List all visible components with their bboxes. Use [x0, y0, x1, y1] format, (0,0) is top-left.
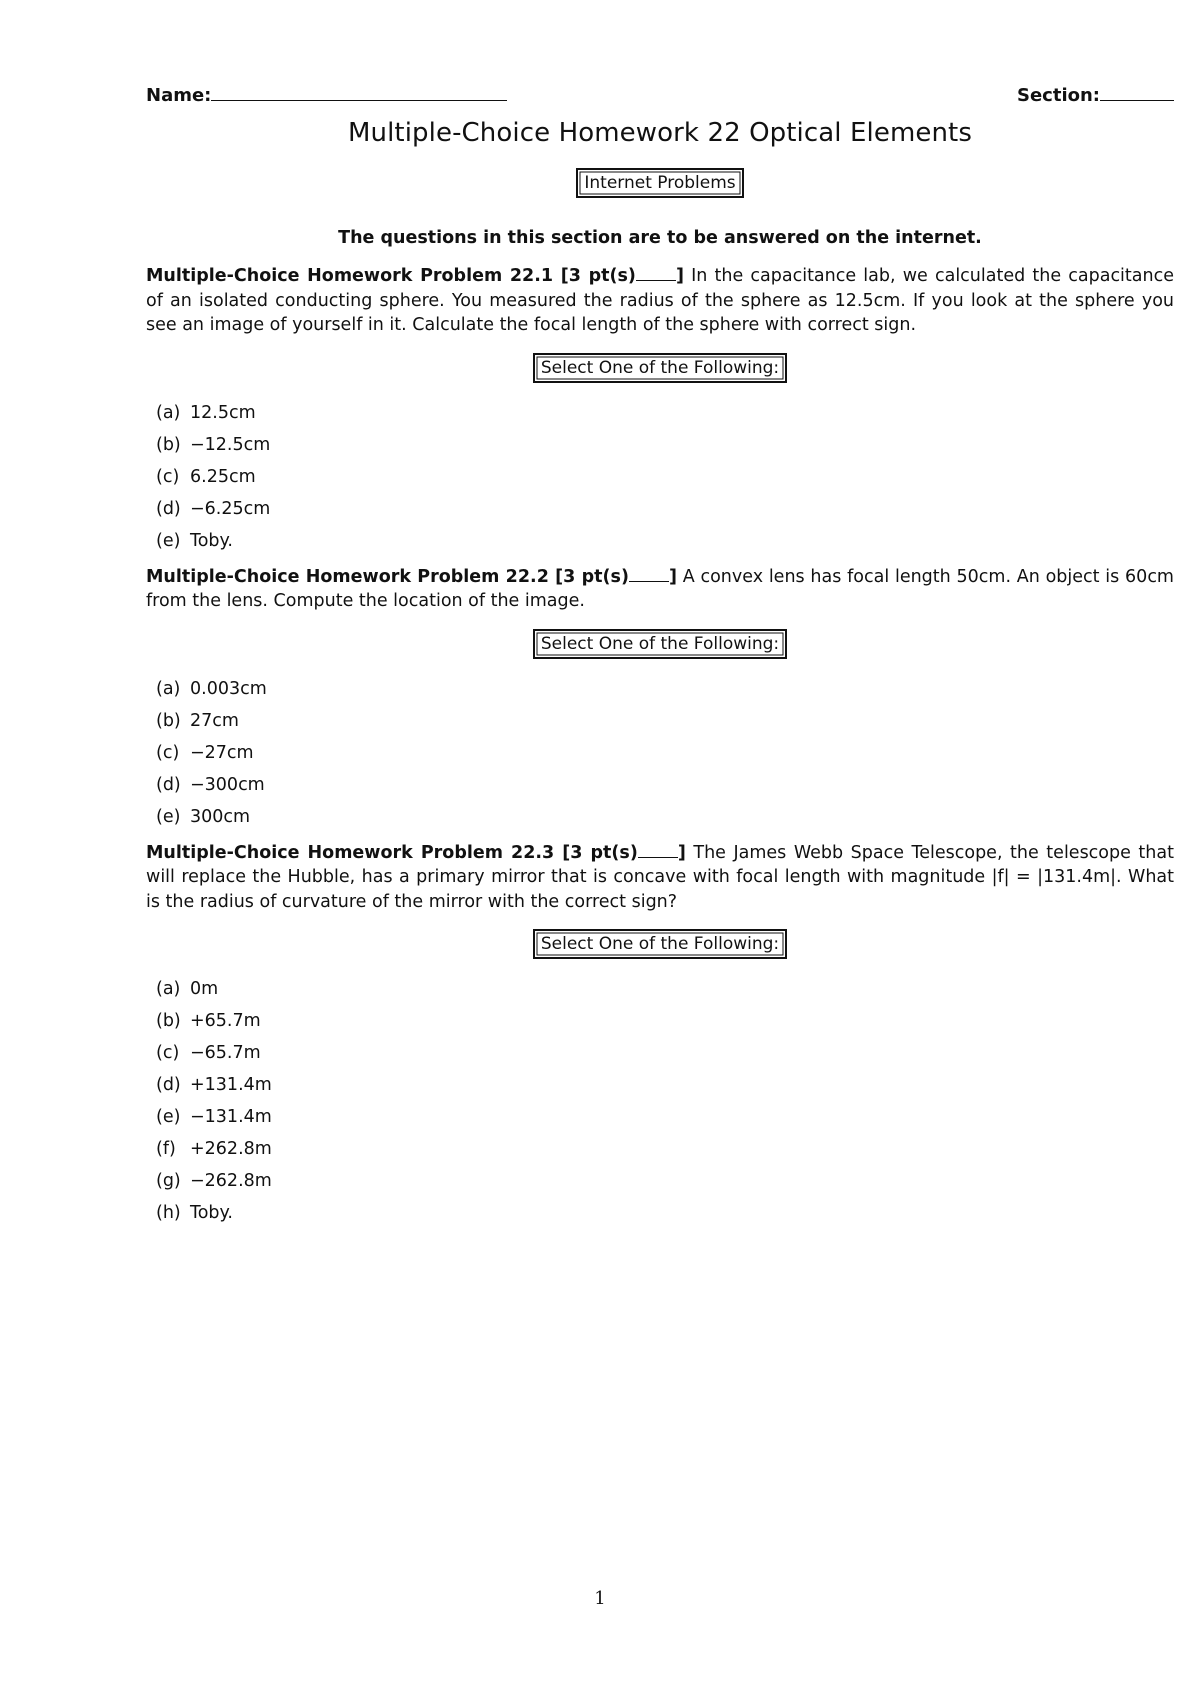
option-text: 12.5cm — [190, 402, 256, 423]
option-letter: (b) — [156, 1011, 181, 1031]
option-letter: (d) — [156, 1075, 181, 1095]
document-title: Multiple-Choice Homework 22 Optical Elements — [348, 118, 972, 148]
name-label: Name: — [146, 85, 212, 106]
option-f — [156, 1137, 1174, 1169]
option-text: +65.7m — [190, 1011, 261, 1031]
option-letter: (h) — [156, 1203, 181, 1223]
option-letter: (d) — [156, 498, 181, 519]
option-text: 0.003cm — [190, 678, 267, 699]
section-note: The questions in this section are to be answered on the internet. — [338, 228, 982, 248]
option-letter: (a) — [156, 678, 181, 699]
option-letter: (g) — [156, 1171, 181, 1191]
problem-label-end: ] — [675, 266, 684, 286]
option-text: Toby. — [190, 530, 233, 551]
answer-options — [146, 677, 1174, 837]
option-text: 6.25cm — [190, 466, 256, 487]
option-letter: (c) — [156, 1043, 180, 1063]
option-c — [156, 1041, 1174, 1073]
select-one-box: Select One of the Following: — [533, 629, 787, 659]
option-letter: (e) — [156, 530, 181, 551]
problem-text: A convex lens has focal length 50cm. An object is 60cm from the lens. Compute the location of the image. — [146, 566, 1174, 611]
problem-label: Multiple-Choice Homework Problem 22.1 [3 pt(s) — [146, 266, 636, 286]
option-b — [156, 433, 1174, 465]
option-text: −131.4m — [190, 1107, 272, 1127]
section-heading-box: Internet Problems — [576, 168, 743, 198]
page-number: 1 — [594, 1588, 606, 1609]
option-text: Toby. — [190, 1203, 233, 1223]
option-letter: (a) — [156, 979, 181, 999]
option-d — [156, 773, 1174, 805]
option-letter: (b) — [156, 434, 181, 455]
option-d — [156, 497, 1174, 529]
name-field — [146, 82, 507, 106]
section-field — [1017, 82, 1174, 106]
option-text: 0m — [190, 979, 219, 999]
problem-text: In the capacitance lab, we calculated the capacitance of an isolated conducting sphere. You measured the radius of the sphere as 12.5cm. If you look at the sphere you see an image of yourself in it. Calculate the focal length of the sphere with correct sign. — [146, 266, 1174, 335]
option-text: −6.25cm — [190, 498, 271, 519]
option-letter: (c) — [156, 466, 180, 487]
option-e — [156, 805, 1174, 837]
option-a — [156, 401, 1174, 433]
option-letter: (b) — [156, 710, 181, 731]
problem-label: Multiple-Choice Homework Problem 22.3 [3 pt(s) — [146, 842, 638, 863]
option-c — [156, 741, 1174, 773]
option-a — [156, 677, 1174, 709]
option-text: −65.7m — [190, 1043, 261, 1063]
option-e — [156, 1105, 1174, 1137]
points-blank — [636, 266, 676, 281]
option-b — [156, 1009, 1174, 1041]
option-text: 300cm — [190, 806, 251, 827]
problem-22-2 — [146, 565, 1174, 614]
document-page — [146, 82, 1174, 1233]
option-text: 27cm — [190, 710, 239, 731]
option-e — [156, 529, 1174, 561]
option-h — [156, 1201, 1174, 1233]
option-b — [156, 709, 1174, 741]
answer-options — [146, 401, 1174, 561]
option-c — [156, 465, 1174, 497]
option-letter: (e) — [156, 806, 181, 827]
option-text: −300cm — [190, 774, 265, 795]
problem-label: Multiple-Choice Homework Problem 22.2 [3 pt(s) — [146, 566, 629, 587]
header-row — [146, 82, 1174, 108]
option-text: −12.5cm — [190, 434, 271, 455]
option-d — [156, 1073, 1174, 1105]
problem-label-end: ] — [677, 842, 686, 863]
option-text: +262.8m — [190, 1139, 272, 1159]
section-label: Section: — [1017, 85, 1100, 106]
option-letter: (d) — [156, 774, 181, 795]
option-g — [156, 1169, 1174, 1201]
points-blank — [629, 567, 669, 582]
option-letter: (e) — [156, 1107, 181, 1127]
option-text: −262.8m — [190, 1171, 272, 1191]
name-blank-line — [211, 82, 507, 101]
answer-options — [146, 977, 1174, 1233]
option-a — [156, 977, 1174, 1009]
problem-22-3 — [146, 841, 1174, 915]
problem-label-end: ] — [668, 566, 677, 587]
option-letter: (c) — [156, 742, 180, 763]
select-one-box: Select One of the Following: — [533, 353, 787, 383]
problem-text: The James Webb Space Telescope, the telescope that will replace the Hubble, has a primary mirror that is concave with focal length with magnitude |f| = |131.4m|. What is the radius of curvature of the mirror with the correct sign? — [146, 842, 1174, 912]
section-blank-line — [1100, 82, 1174, 101]
option-letter: (f) — [156, 1139, 176, 1159]
select-one-box: Select One of the Following: — [533, 929, 787, 959]
option-text: −27cm — [190, 742, 254, 763]
option-text: +131.4m — [190, 1075, 272, 1095]
points-blank — [638, 843, 678, 858]
option-letter: (a) — [156, 402, 181, 423]
problem-22-1 — [146, 264, 1174, 338]
